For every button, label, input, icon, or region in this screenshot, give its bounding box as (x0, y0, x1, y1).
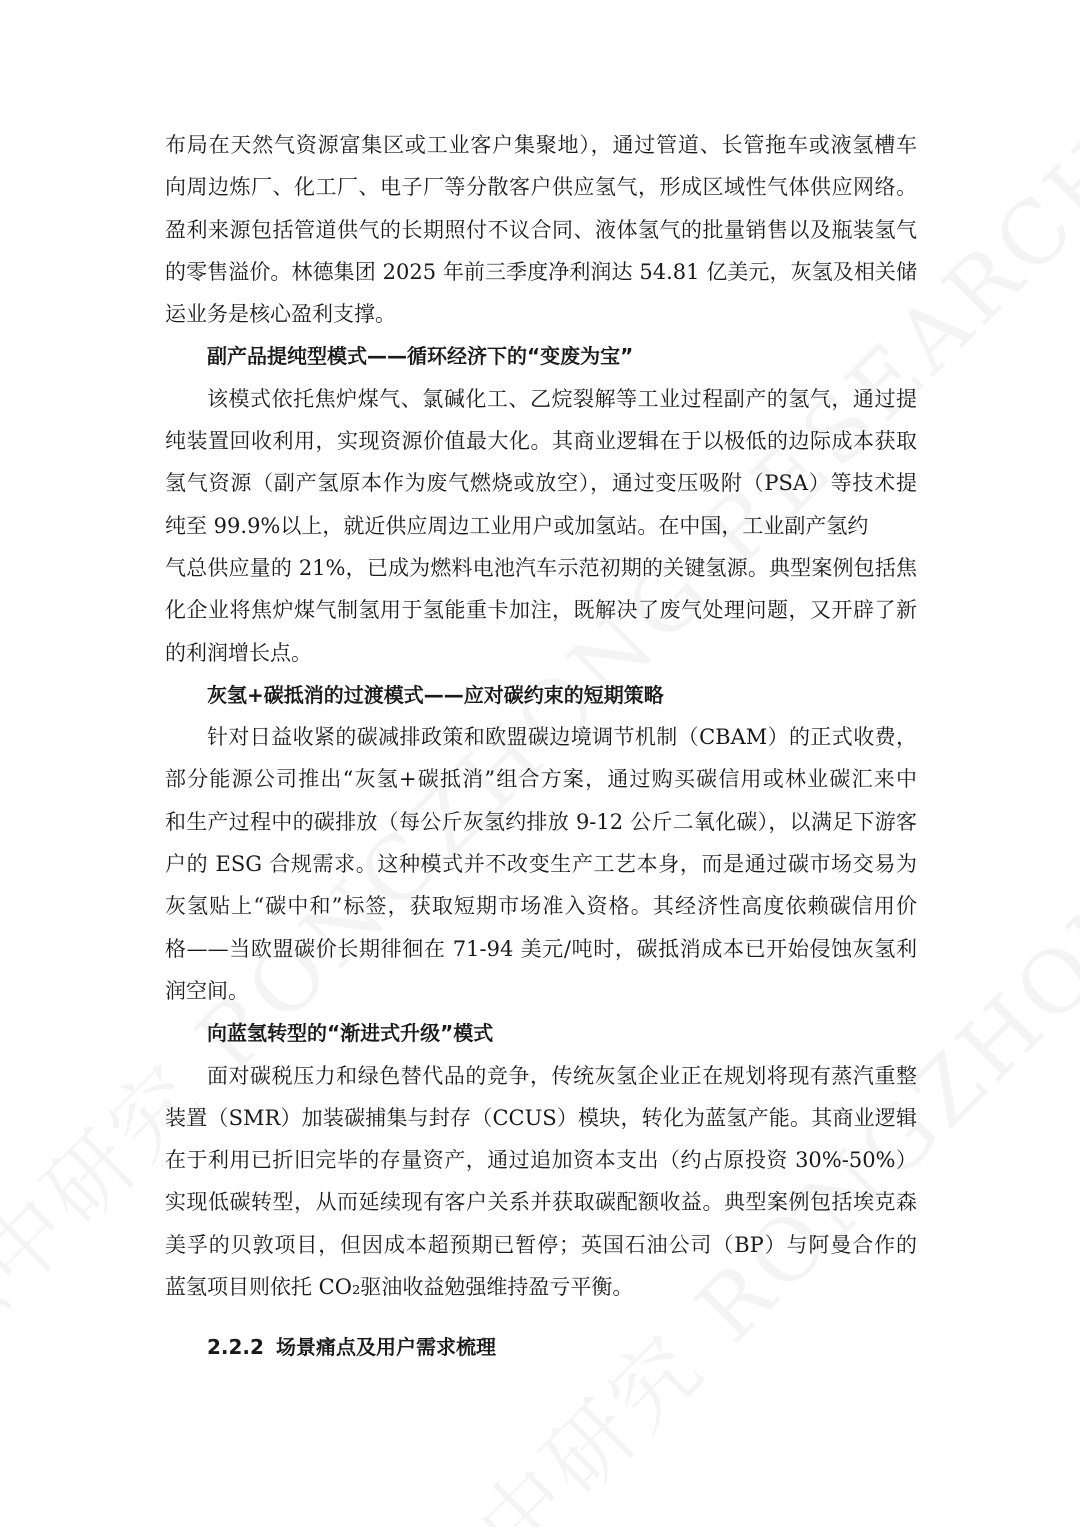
text-line: 格——当欧盟碳价长期徘徊在 71-94 美元/吨时，碳抵消成本已开始侵蚀灰氢利 (165, 936, 917, 961)
text-line: 化企业将焦炉煤气制氢用于氢能重卡加注，既解决了废气处理问题，又开辟了新 (165, 598, 917, 623)
text-line: 蓝氢项目则依托 CO₂驱油收益勉强维持盈亏平衡。 (165, 1275, 634, 1300)
document-page (165, 124, 917, 1368)
text-line: 布局在天然气资源富集区或工业客户集聚地），通过管道、长管拖车或液氢槽车 (165, 133, 917, 157)
text-line: 装置（SMR）加装碳捕集与封存（CCUS）模块，转化为蓝氢产能。其商业逻辑 (165, 1105, 917, 1130)
text-line: 灰氢贴上“碳中和”标签，获取短期市场准入资格。其经济性高度依赖碳信用价 (165, 894, 917, 919)
text-line: 户的 ESG 合规需求。这种模式并不改变生产工艺本身，而是通过碳市场交易为 (165, 852, 917, 877)
text-line: 向周边炼厂、化工厂、电子厂等分散客户供应氢气，形成区域性气体供应网络。 (165, 175, 917, 200)
text-line: 美孚的贝敦项目，但因成本超预期已暂停；英国石油公司（BP）与阿曼合作的 (165, 1232, 917, 1257)
text-line: 面对碳税压力和绿色替代品的竞争，传统灰氢企业正在规划将现有蒸汽重整 (207, 1063, 917, 1088)
subheading-offset: 灰氢+碳抵消的过渡模式——应对碳约束的短期策略 (207, 682, 664, 707)
paragraph-offset (165, 716, 917, 1012)
text-line: 运业务是核心盈利支撑。 (165, 302, 396, 327)
text-line: 实现低碳转型，从而延续现有客户关系并获取碳配额收益。典型案例包括埃克森 (165, 1190, 917, 1215)
text-line: 纯至 99.9%以上，就近供应周边工业用户或加氢站。在中国，工业副产氢约 (165, 513, 869, 538)
text-line: 针对日益收紧的碳减排政策和欧盟碳边境调节机制（CBAM）的正式收费， (207, 725, 917, 750)
text-line: 纯装置回收利用，实现资源价值最大化。其商业逻辑在于以极低的边际成本获取 (165, 429, 917, 454)
text-line: 部分能源公司推出“灰氢+碳抵消”组合方案，通过购买碳信用或林业碳汇来中 (165, 767, 917, 792)
text-line: 盈利来源包括管道供气的长期照付不议合同、液体氢气的批量销售以及瓶装氢气 (165, 217, 917, 242)
text-line: 润空间。 (165, 978, 249, 1003)
paragraph-byproduct (165, 378, 917, 674)
text-line: 和生产过程中的碳排放（每公斤灰氢约排放 9-12 公斤二氧化碳），以满足下游客 (165, 809, 917, 834)
paragraph-intro (165, 124, 917, 335)
text-line: 该模式依托焦炉煤气、氯碱化工、乙烷裂解等工业过程副产的氢气，通过提 (207, 386, 917, 411)
paragraph-blue (165, 1055, 917, 1309)
text-line: 氢气资源（副产氢原本作为废气燃烧或放空），通过变压吸附（PSA）等技术提 (165, 471, 917, 496)
section-number: 2.2.2 (207, 1335, 264, 1360)
text-line: 气总供应量的 21%，已成为燃料电池汽车示范初期的关键氢源。典型案例包括焦 (165, 555, 917, 580)
subheading-byproduct: 副产品提纯型模式——循环经济下的“变废为宝” (207, 344, 634, 369)
subheading-blue: 向蓝氢转型的“渐进式升级”模式 (207, 1021, 494, 1046)
section-heading-222 (165, 1326, 917, 1368)
text-line: 在于利用已折旧完毕的存量资产，通过追加资本支出（约占原投资 30%-50%） (165, 1148, 917, 1173)
text-line: 的零售溢价。林德集团 2025 年前三季度净利润达 54.81 亿美元，灰氢及相关储 (165, 259, 917, 284)
text-line: 的利润增长点。 (165, 640, 312, 665)
section-title: 场景痛点及用户需求梳理 (275, 1335, 496, 1360)
